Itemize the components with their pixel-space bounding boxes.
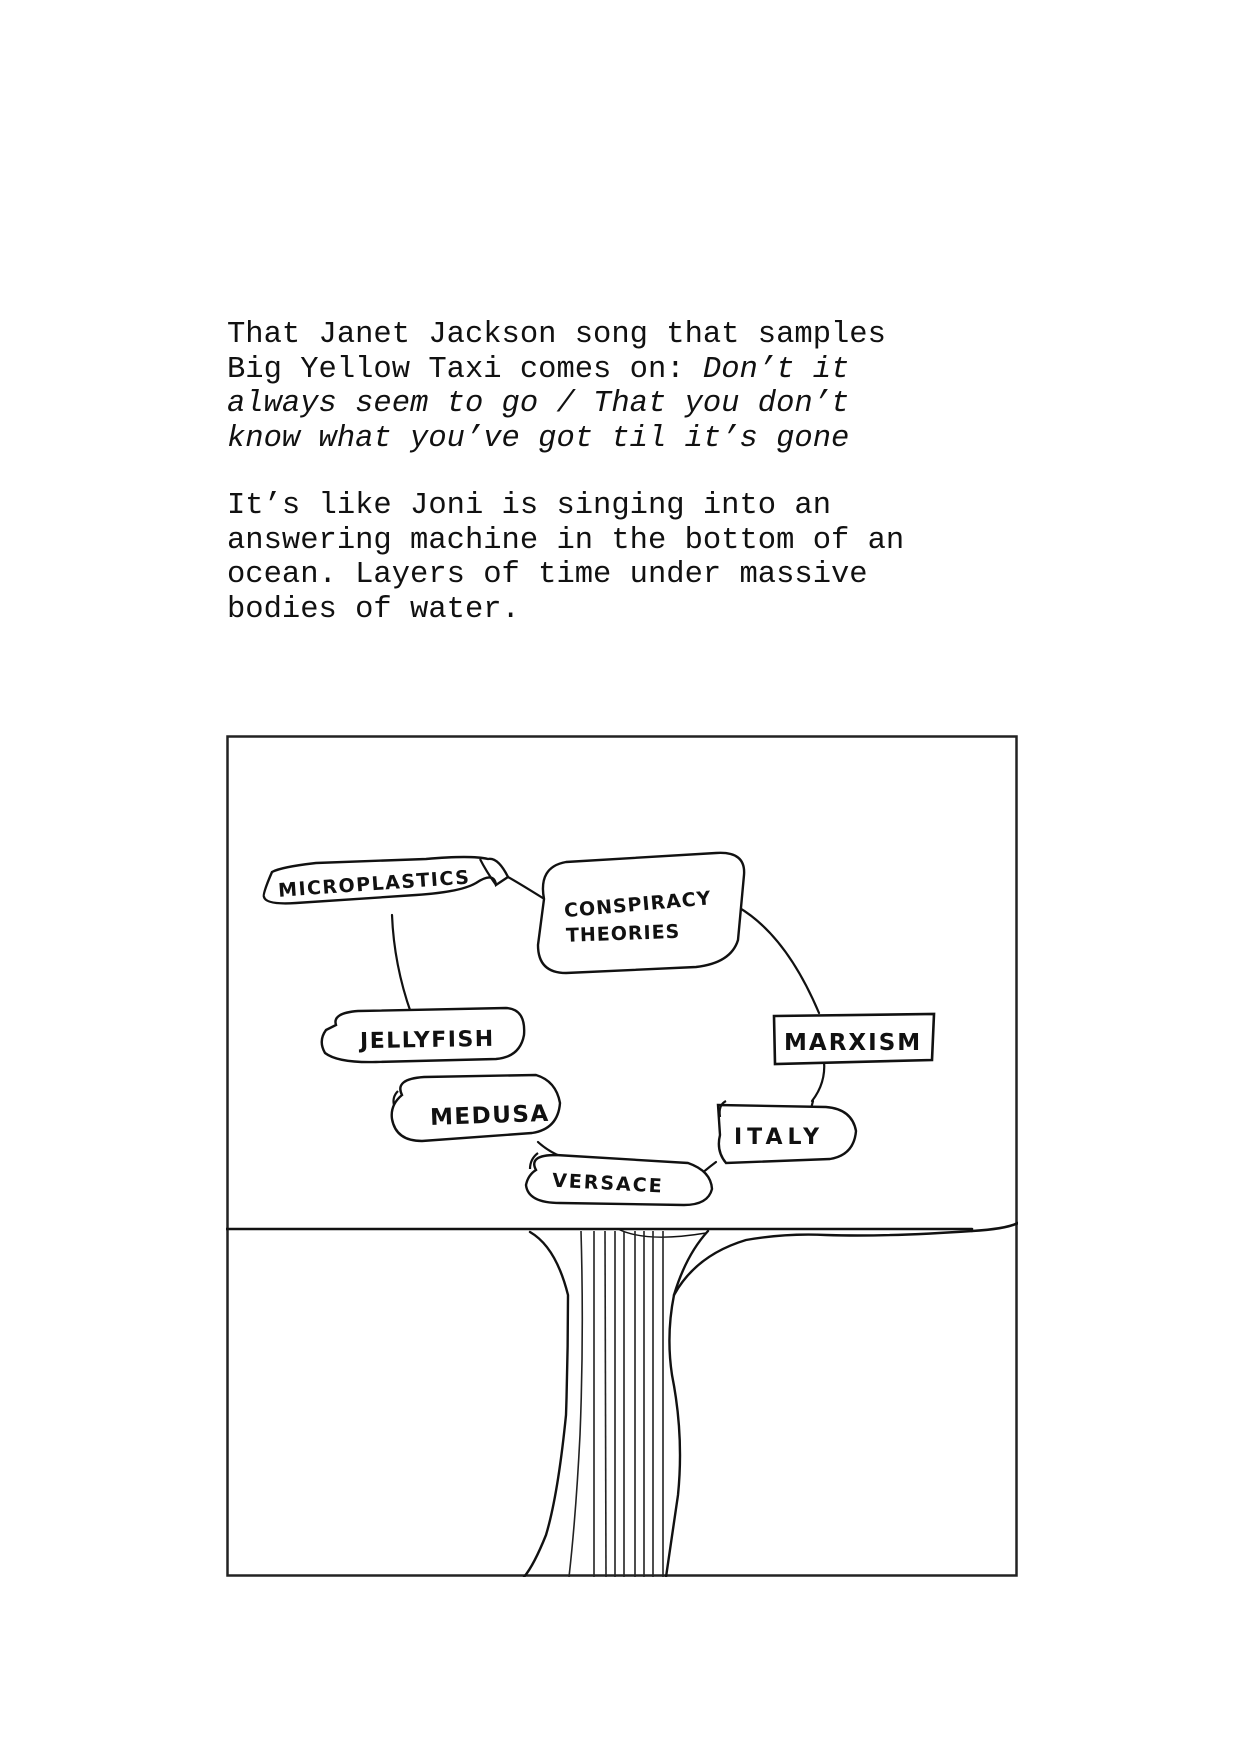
para1-line4-italic: know what you’ve got til it’s gone [227, 421, 850, 456]
label-italy: ITALY [734, 1125, 825, 1150]
hand-drawn-illustration [226, 735, 1018, 1577]
bubble-medusa [392, 1075, 560, 1141]
label-medusa: MEDUSA [429, 1100, 551, 1131]
bubble-jellyfish [322, 1008, 524, 1062]
paragraph-joni [227, 489, 1027, 627]
para1-line2-plain: Big Yellow Taxi comes on: [227, 352, 703, 387]
label-marxism: MARXISM [784, 1030, 923, 1056]
label-jellyfish: JELLYFISH [359, 1026, 495, 1055]
label-conspiracy-line1: CONSPIRACY [563, 887, 713, 923]
para1-line3-italic: always seem to go / That you don’t [227, 387, 850, 421]
paragraph-song [227, 318, 1027, 456]
bubble-marxism [774, 1014, 934, 1064]
label-conspiracy-line2: THEORIES [565, 920, 681, 947]
bubble-italy [718, 1101, 856, 1163]
label-versace: VERSACE [551, 1169, 665, 1198]
para2-line2: answering machine in the bottom of an [227, 523, 905, 558]
para2-line4: bodies of water. [227, 592, 520, 627]
para2-line3: ocean. Layers of time under massive [227, 558, 868, 592]
label-microplastics: MICROPLASTICS [277, 866, 472, 902]
para2-line1: It’s like Joni is singing into an [227, 489, 831, 523]
para1-line2-italic: Don’t it [702, 352, 850, 387]
para1-line1: That Janet Jackson song that samples [227, 318, 886, 352]
bubble-conspiracy-theories [538, 853, 744, 973]
